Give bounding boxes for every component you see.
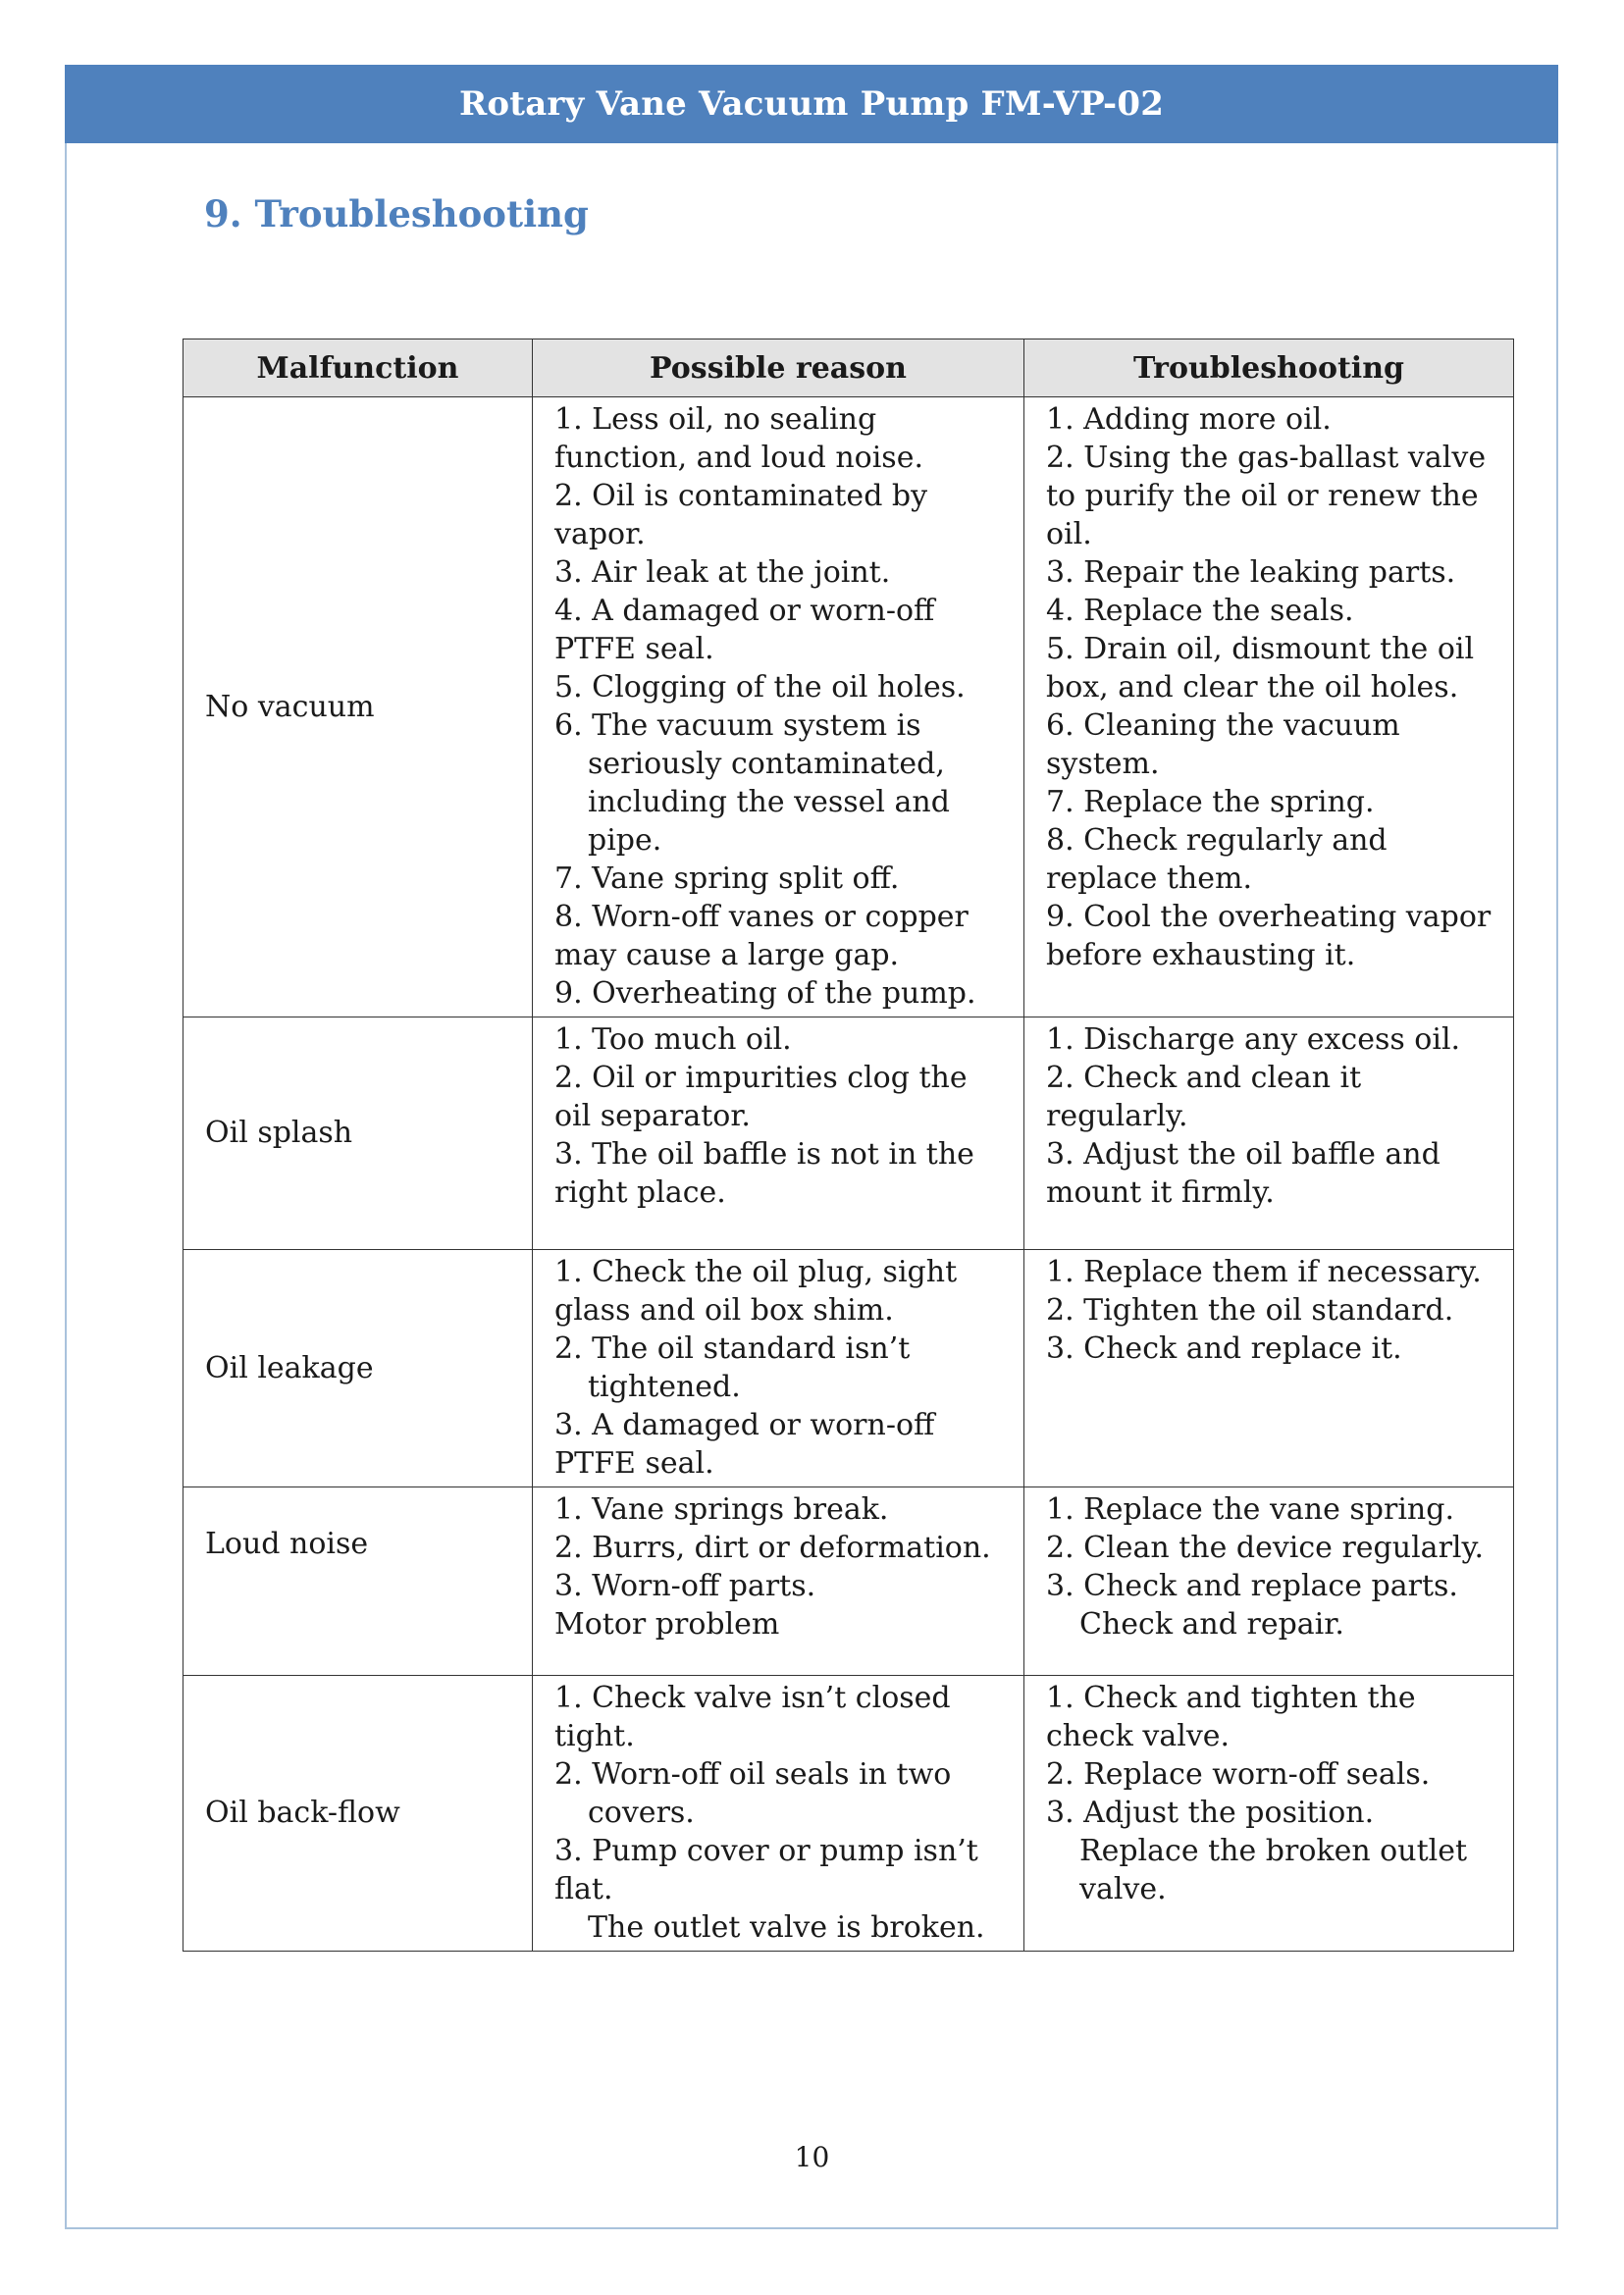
solution-item: 6. Cleaning the vacuum system.: [1046, 708, 1400, 781]
malfunction-cell: No vacuum: [183, 397, 533, 1017]
solution-item: 3. Adjust the oil baffle and mount it firmly.: [1046, 1137, 1441, 1210]
solution-item: 1. Replace the vane spring.: [1046, 1492, 1454, 1527]
solution-item: 2. Using the gas-ballast valve to purify the oil or renew the oil.: [1046, 441, 1487, 551]
table-row: [183, 397, 1514, 1017]
document-title: Rotary Vane Vacuum Pump FM-VP-02: [458, 84, 1165, 124]
solution-item: 3. Adjust the position.: [1046, 1796, 1375, 1830]
reason-cell: [533, 397, 1024, 1017]
reason-item: 1. Check valve isn’t closed tight.: [554, 1681, 951, 1753]
solution-item: Check and repair.: [1079, 1607, 1344, 1642]
reason-cell: [533, 1250, 1024, 1487]
reason-item: 7. Vane spring split off.: [554, 861, 900, 896]
table-header-row: [183, 339, 1514, 397]
reason-item: 3. The oil baffle is not in the right place.: [554, 1137, 974, 1210]
table-row: [183, 1250, 1514, 1487]
reason-item: The outlet valve is broken.: [588, 1910, 985, 1945]
solution-cell: [1024, 1250, 1514, 1487]
solution-item: 8. Check regularly and replace them.: [1046, 823, 1388, 896]
solution-cell: [1024, 1676, 1514, 1952]
reason-item: 3. Worn-off parts.: [554, 1569, 816, 1603]
solution-cell: [1024, 1017, 1514, 1250]
solution-item: 1. Adding more oil.: [1046, 402, 1332, 437]
reason-item: 1. Less oil, no sealing function, and loud noise.: [554, 402, 923, 475]
solution-item: Replace the broken outlet valve.: [1079, 1834, 1468, 1906]
reason-cell: [533, 1017, 1024, 1250]
solution-item: 9. Cool the overheating vapor before exhausting it.: [1046, 900, 1492, 972]
solution-cell: [1024, 1487, 1514, 1676]
solution-item: 5. Drain oil, dismount the oil box, and clear the oil holes.: [1046, 632, 1475, 704]
header-troubleshooting: Troubleshooting: [1024, 339, 1514, 397]
solution-item: 3. Check and replace it.: [1046, 1331, 1402, 1366]
page-number: 10: [794, 2141, 830, 2173]
reason-item: 8. Worn-off vanes or copper may cause a large gap.: [554, 900, 969, 972]
reason-item: 2. The oil standard isn’t tightened.: [554, 1331, 911, 1404]
reason-cell: [533, 1487, 1024, 1676]
reason-item: 3. Air leak at the joint.: [554, 555, 891, 590]
reason-item: 1. Vane springs break.: [554, 1492, 889, 1527]
reason-item: 9. Overheating of the pump.: [554, 976, 976, 1011]
solution-item: 2. Tighten the oil standard.: [1046, 1293, 1454, 1328]
reason-cell: [533, 1676, 1024, 1952]
malfunction-cell: Loud noise: [183, 1487, 533, 1676]
solution-item: 3. Check and replace parts.: [1046, 1569, 1458, 1603]
solution-item: 2. Check and clean it regularly.: [1046, 1061, 1362, 1133]
solution-item: 2. Replace worn-off seals.: [1046, 1757, 1431, 1792]
reason-item: 3. Pump cover or pump isn’t flat.: [554, 1834, 978, 1906]
malfunction-cell: Oil splash: [183, 1017, 533, 1250]
header-possible-reason: Possible reason: [533, 339, 1024, 397]
reason-item: 4. A damaged or worn-off PTFE seal.: [554, 594, 935, 666]
reason-item: 2. Burrs, dirt or deformation.: [554, 1531, 991, 1565]
solution-item: 4. Replace the seals.: [1046, 594, 1354, 628]
malfunction-cell: Oil back-flow: [183, 1676, 533, 1952]
solution-item: 2. Clean the device regularly.: [1046, 1531, 1485, 1565]
solution-item: 7. Replace the spring.: [1046, 785, 1375, 819]
reason-item: 1. Check the oil plug, sight glass and oil box shim.: [554, 1255, 958, 1328]
reason-item: 2. Oil or impurities clog the oil separator.: [554, 1061, 968, 1133]
reason-item: 2. Oil is contaminated by vapor.: [554, 479, 928, 551]
reason-item: 5. Clogging of the oil holes.: [554, 670, 966, 704]
reason-item: Motor problem: [554, 1607, 780, 1642]
header-malfunction: Malfunction: [183, 339, 533, 397]
table-row: [183, 1676, 1514, 1952]
reason-item: 1. Too much oil.: [554, 1022, 792, 1057]
table-row: [183, 1487, 1514, 1676]
solution-item: 3. Repair the leaking parts.: [1046, 555, 1456, 590]
reason-item: 6. The vacuum system is seriously contaminated, including the vessel and pipe.: [554, 708, 950, 858]
section-title: 9. Troubleshooting: [204, 192, 589, 235]
reason-item: 2. Worn-off oil seals in two covers.: [554, 1757, 952, 1830]
malfunction-cell: Oil leakage: [183, 1250, 533, 1487]
reason-item: 3. A damaged or worn-off PTFE seal.: [554, 1408, 935, 1481]
solution-item: 1. Discharge any excess oil.: [1046, 1022, 1461, 1057]
document-header: [65, 65, 1558, 143]
solution-item: 1. Replace them if necessary.: [1046, 1255, 1482, 1289]
solution-cell: [1024, 397, 1514, 1017]
table-row: [183, 1017, 1514, 1250]
solution-item: 1. Check and tighten the check valve.: [1046, 1681, 1416, 1753]
troubleshooting-table: [183, 339, 1514, 1952]
